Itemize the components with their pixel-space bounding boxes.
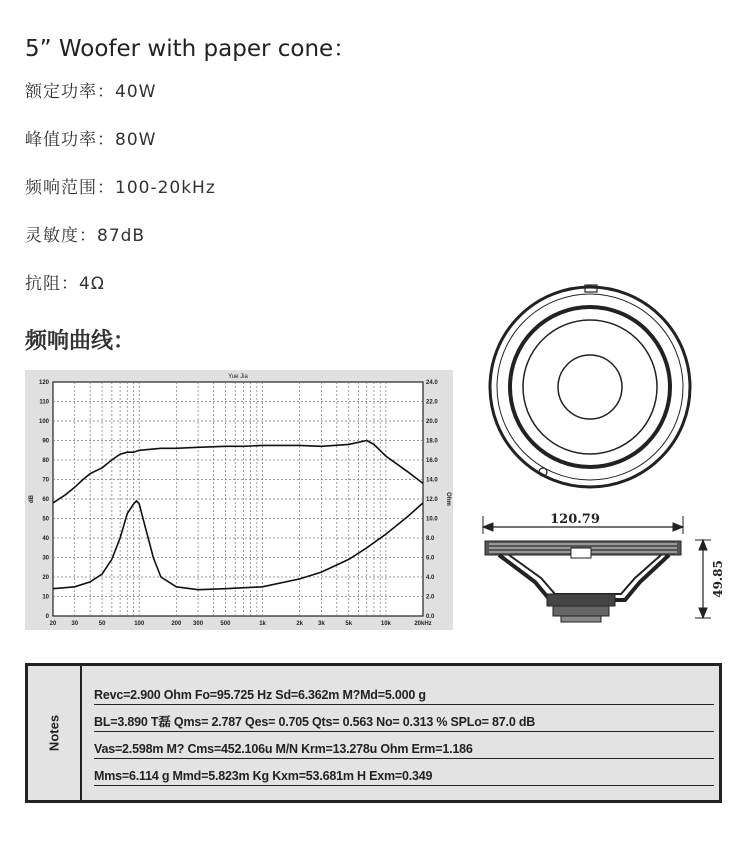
y-tick-label-right: 18.0 xyxy=(426,438,438,445)
x-tick-label: 300 xyxy=(193,621,204,627)
note-line-1: Revc=2.900 Ohm Fo=95.725 Hz Sd=6.362m M?Md=5.000 g xyxy=(94,687,714,705)
x-tick-label: 200 xyxy=(171,621,182,627)
y-tick-label-right: 14.0 xyxy=(426,477,438,484)
y-tick-label-right: 24.0 xyxy=(426,380,438,386)
y-tick-label-right: 2.0 xyxy=(426,594,435,601)
y-tick-label-left: 20 xyxy=(42,575,49,581)
note-line-3: Vas=2.598m M? Cms=452.106u M/N Krm=13.278u Ohm Erm=1.186 xyxy=(94,741,714,759)
y-tick-label-left: 50 xyxy=(42,516,49,523)
y-tick-label-left: 90 xyxy=(42,438,49,445)
y-tick-label-left: 70 xyxy=(42,477,49,484)
y-tick-label-right: 12.0 xyxy=(426,497,438,503)
note-line-4: Mms=6.114 g Mmd=5.823m Kg Kxm=53.681m H Exm=0.349 xyxy=(94,768,714,786)
frequency-response-chart xyxy=(25,370,453,630)
y-tick-label-right: 10.0 xyxy=(426,516,438,523)
note-line-2: BL=3.890 T磊 Qms= 2.787 Qes= 0.705 Qts= 0.563 No= 0.313 % SPLo= 87.0 dB xyxy=(94,714,714,732)
y-tick-label-right: 22.0 xyxy=(426,399,438,406)
x-tick-label: 1k xyxy=(259,621,266,627)
x-tick-label: 2k xyxy=(296,621,304,627)
x-tick-label: 30 xyxy=(71,621,79,627)
curve-title: 频响曲线： xyxy=(25,329,136,354)
dimension-diameter: 120.79 xyxy=(550,512,600,527)
y-tick-label-right: 6.0 xyxy=(426,555,435,562)
spec-frequency-range: 频响范围：100-20kHz xyxy=(25,178,216,198)
notes-panel xyxy=(25,663,722,803)
spec-impedance: 抗阻：4Ω xyxy=(25,274,105,294)
y-tick-label-left: 110 xyxy=(39,399,49,406)
notes-side xyxy=(28,666,82,800)
y-tick-label-right: 20.0 xyxy=(426,419,438,425)
x-tick-label: 50 xyxy=(98,621,106,627)
y-axis-label-right: Ohm xyxy=(445,492,451,506)
y-tick-label-left: 60 xyxy=(42,497,49,503)
spec-peak-power: 峰值功率：80W xyxy=(25,130,157,150)
x-tick-label: 3k xyxy=(318,621,325,627)
y-tick-label-left: 100 xyxy=(38,419,49,425)
x-tick-label: 20kHz xyxy=(414,621,432,627)
woofer-drawing xyxy=(475,282,735,627)
y-tick-label-right: 4.0 xyxy=(426,575,435,581)
spec-rated-power: 额定功率：40W xyxy=(25,82,157,102)
x-tick-label: 20 xyxy=(49,621,57,627)
y-tick-label-right: 16.0 xyxy=(426,458,438,464)
x-tick-label: 100 xyxy=(134,621,145,627)
x-tick-label: 10k xyxy=(380,621,391,627)
chart-title: Yue Jia xyxy=(228,374,248,380)
y-axis-label-left: dB xyxy=(29,495,35,503)
woofer-front-view xyxy=(490,285,690,487)
chart-svg xyxy=(25,370,453,630)
y-tick-label-right: 0.0 xyxy=(426,614,435,620)
x-tick-label: 5k xyxy=(345,621,353,627)
y-tick-label-left: 40 xyxy=(42,536,49,542)
y-tick-label-right: 8.0 xyxy=(426,536,435,542)
x-tick-label: 500 xyxy=(220,621,231,627)
page-title: 5” Woofer with paper cone： xyxy=(25,36,357,62)
spec-sensitivity: 灵敏度：87dB xyxy=(25,226,146,246)
y-tick-label-left: 10 xyxy=(42,594,49,601)
y-tick-label-left: 30 xyxy=(42,555,49,562)
y-tick-label-left: 80 xyxy=(42,458,49,464)
y-tick-label-left: 120 xyxy=(38,380,49,386)
dimension-depth: 49.85 xyxy=(711,560,725,598)
woofer-side-view xyxy=(483,516,711,622)
notes-label: Notes xyxy=(46,714,62,752)
y-tick-label-left: 0 xyxy=(45,614,49,620)
